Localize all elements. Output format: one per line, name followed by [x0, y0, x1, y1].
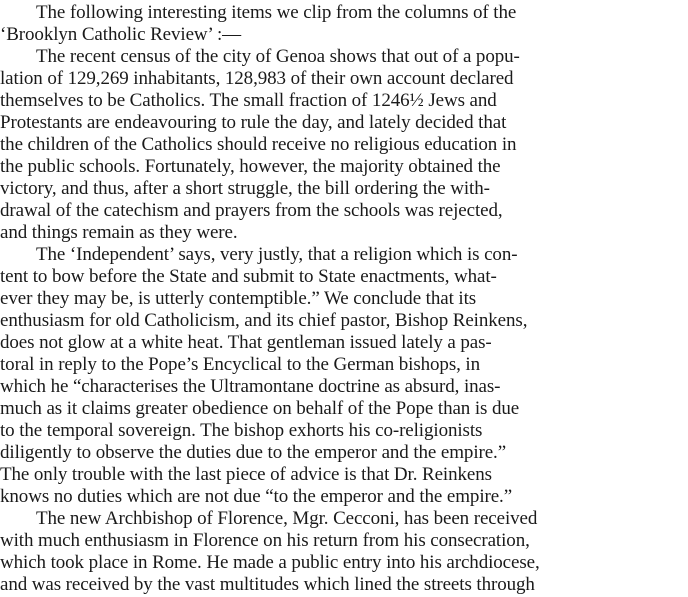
text-line: The following interesting items we clip from the columns of the [36, 2, 517, 23]
text-line: ever they may be, is utterly contemptible.” We conclude that its [0, 288, 477, 309]
text-line: The recent census of the city of Genoa shows that out of a popu- [36, 46, 520, 67]
text-line: which he “characterises the Ultramontane doctrine as absurd, inas- [0, 376, 501, 397]
text-line: and was received by the vast multitudes which lined the streets through [0, 574, 535, 595]
text-line: the public schools. Fortunately, however, the majority obtained the [0, 156, 501, 177]
text-line: much as it claims greater obedience on behalf of the Pope than is due [0, 398, 520, 419]
text-line: The new Archbishop of Florence, Mgr. Cecconi, has been received [36, 508, 538, 529]
text-line: Protestants are endeavouring to rule the day, and lately decided that [0, 112, 507, 133]
text-line: to the temporal sovereign. The bishop exhorts his co-religionists [0, 420, 483, 441]
text-line: themselves to be Catholics. The small fraction of 1246½ Jews and [0, 90, 497, 111]
text-line: toral in reply to the Pope’s Encyclical to the German bishops, in [0, 354, 481, 375]
text-line: and things remain as they were. [0, 222, 238, 243]
text-line: does not glow at a white heat. That gentleman issued lately a pas- [0, 332, 492, 353]
text-line: with much enthusiasm in Florence on his return from his consecration, [0, 530, 530, 551]
text-line: The ‘Independent’ says, very justly, that a religion which is con- [36, 244, 518, 265]
text-line: The only trouble with the last piece of advice is that Dr. Reinkens [0, 464, 492, 485]
text-line: which took place in Rome. He made a public entry into his archdiocese, [0, 552, 540, 573]
text-line: drawal of the catechism and prayers from the schools was rejected, [0, 200, 503, 221]
text-line: enthusiasm for old Catholicism, and its chief pastor, Bishop Reinkens, [0, 310, 528, 331]
text-line: knows no duties which are not due “to the emperor and the empire.” [0, 486, 513, 507]
text-line: tent to bow before the State and submit to State enactments, what- [0, 266, 497, 287]
text-line: ‘Brooklyn Catholic Review’ :— [0, 24, 242, 45]
text-line: victory, and thus, after a short struggle, the bill ordering the with- [0, 178, 490, 199]
text-line: diligently to observe the duties due to the emperor and the empire.” [0, 442, 507, 463]
text-line: lation of 129,269 inhabitants, 128,983 of their own account declared [0, 68, 514, 89]
text-line: the children of the Catholics should receive no religious education in [0, 134, 517, 155]
